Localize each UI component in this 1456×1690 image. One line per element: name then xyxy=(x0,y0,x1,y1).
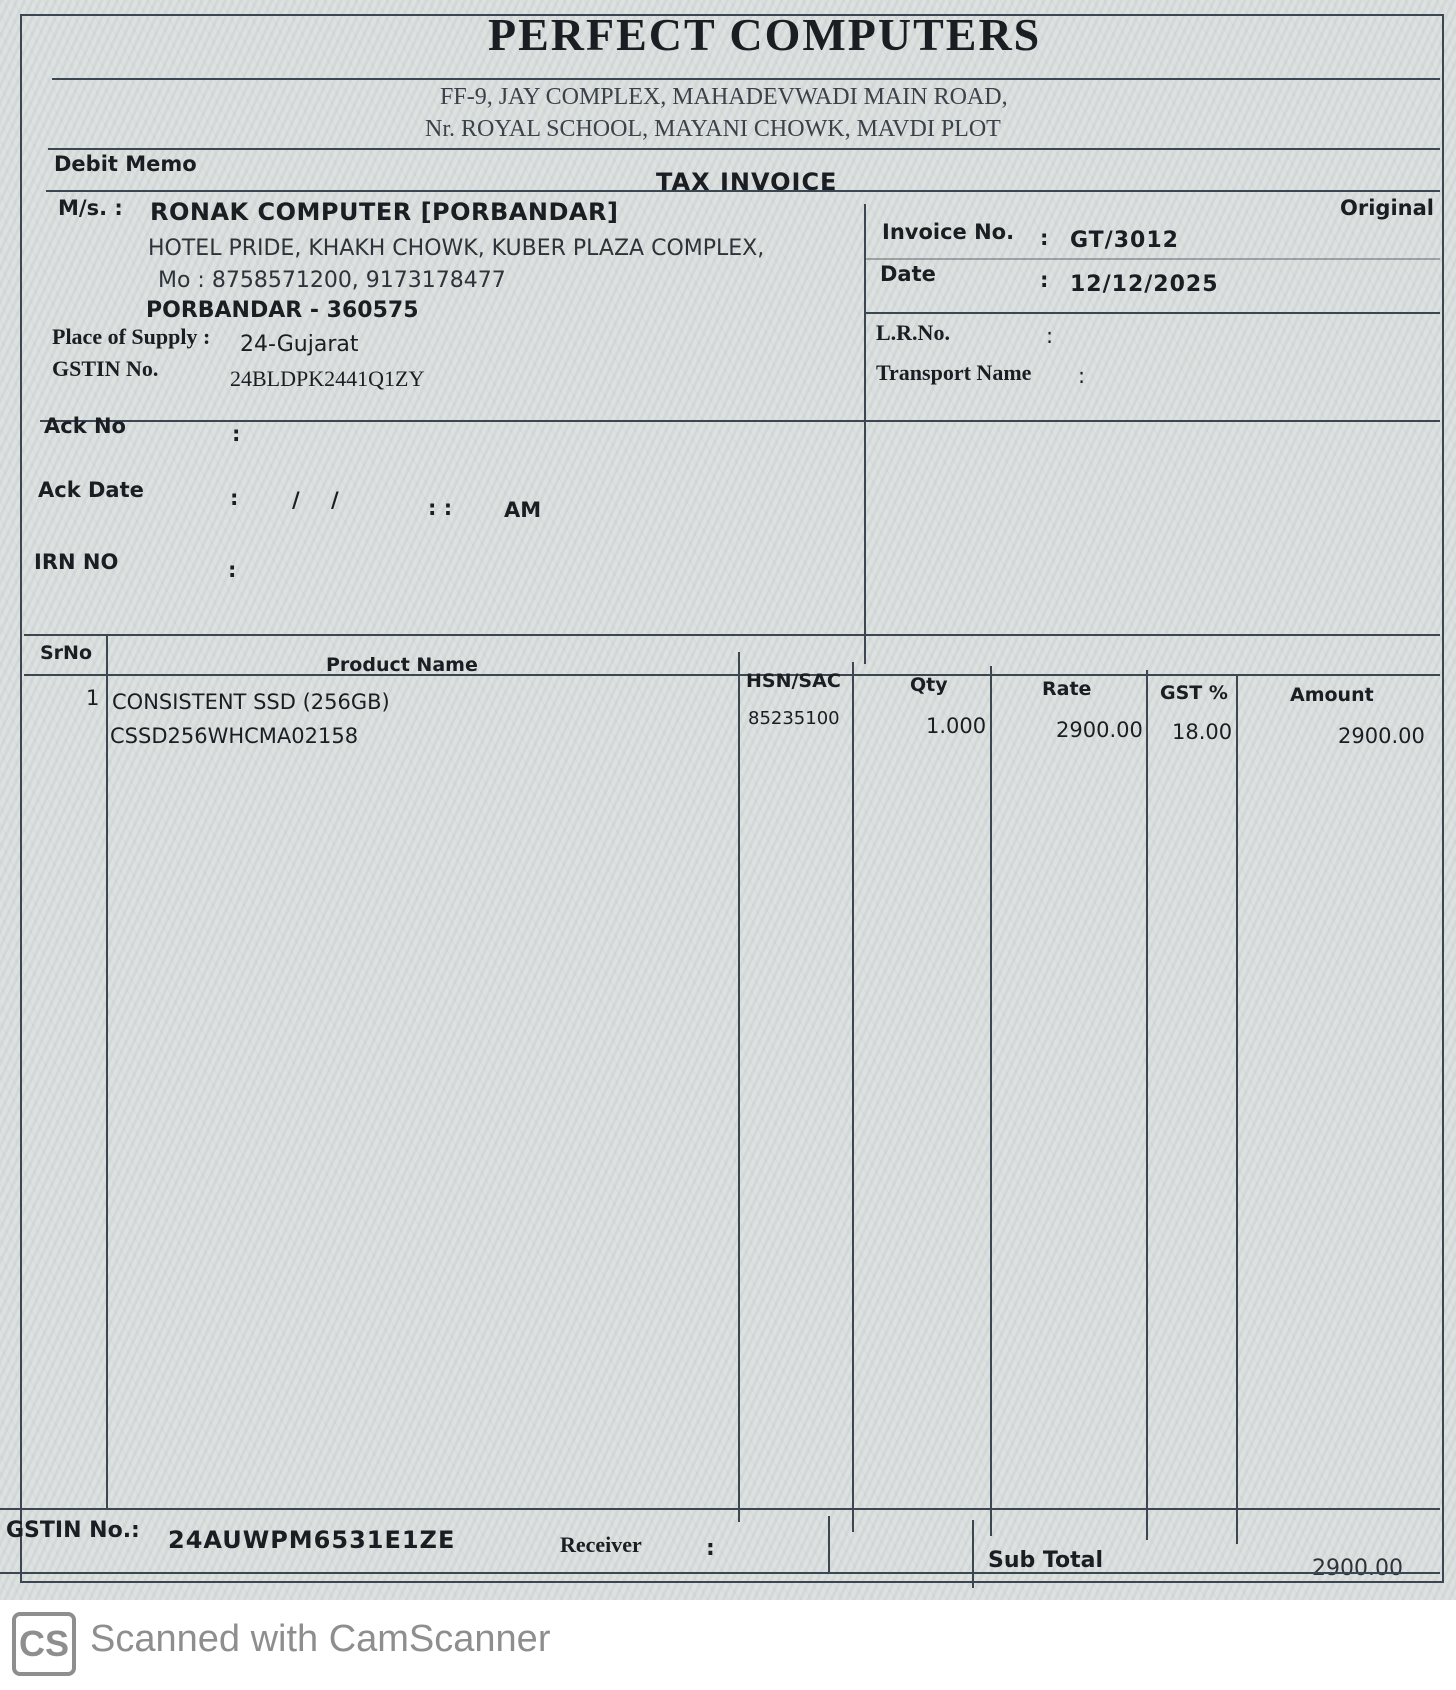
divider xyxy=(40,420,1440,422)
document-title: TAX INVOICE xyxy=(656,168,838,196)
divider xyxy=(52,78,1440,80)
memo-type: Debit Memo xyxy=(54,152,197,176)
seller-gstin-label: GSTIN No.: xyxy=(6,1518,140,1543)
transport-name-value: : xyxy=(1078,364,1086,388)
camscanner-logo: CS xyxy=(12,1612,76,1676)
transport-name-label: Transport Name xyxy=(876,360,1032,385)
col-header-srno: SrNo xyxy=(40,642,93,664)
col-header-amount: Amount xyxy=(1290,684,1374,706)
copy-label: Original xyxy=(1340,196,1434,220)
divider xyxy=(46,190,1440,192)
lr-no-value: : xyxy=(1046,324,1054,348)
divider xyxy=(972,1520,974,1588)
col-header-hsn: HSN/SAC xyxy=(746,670,841,692)
camscanner-watermark-text: Scanned with CamScanner xyxy=(90,1618,551,1660)
company-address-line2: Nr. ROYAL SCHOOL, MAYANI CHOWK, MAVDI PLOT xyxy=(425,116,1001,142)
buyer-gstin-value: 24BLDPK2441Q1ZY xyxy=(230,366,425,391)
col-header-gst: GST % xyxy=(1160,682,1228,704)
ack-ampm: AM xyxy=(504,498,542,522)
ms-label: M/s. : xyxy=(58,196,123,220)
subtotal-label: Sub Total xyxy=(988,1548,1104,1573)
company-address-line1: FF-9, JAY COMPLEX, MAHADEVWADI MAIN ROAD, xyxy=(440,84,1008,110)
divider xyxy=(48,148,1440,150)
irn-no-sep: : xyxy=(228,558,237,582)
divider xyxy=(866,312,1440,314)
invoice-number: GT/3012 xyxy=(1070,228,1179,253)
divider xyxy=(864,204,866,664)
divider xyxy=(106,634,108,1508)
divider xyxy=(24,674,1440,676)
ack-date-label: Ack Date xyxy=(38,478,144,502)
divider xyxy=(1236,674,1238,1544)
col-header-rate: Rate xyxy=(1042,678,1092,700)
divider xyxy=(1146,670,1148,1540)
divider xyxy=(852,662,854,1532)
buyer-mobile: Mo : 8758571200, 9173178477 xyxy=(158,268,506,293)
receiver-label: Receiver xyxy=(560,1532,642,1557)
irn-no-label: IRN NO xyxy=(34,550,119,574)
divider xyxy=(24,634,1440,636)
col-header-qty: Qty xyxy=(910,674,948,696)
invoice-no-sep: : xyxy=(1040,226,1049,250)
row-hsn: 85235100 xyxy=(748,708,840,729)
divider xyxy=(990,666,992,1536)
col-header-product: Product Name xyxy=(326,654,478,676)
divider xyxy=(0,1572,1440,1574)
ack-time-value: : : xyxy=(428,496,453,520)
ack-date-value: / / xyxy=(292,488,351,512)
buyer-address: HOTEL PRIDE, KHAKH CHOWK, KUBER PLAZA COMPLEX, xyxy=(148,236,765,261)
place-of-supply-label: Place of Supply : xyxy=(52,324,211,349)
ack-no-label: Ack No xyxy=(44,414,126,438)
seller-gstin-value: 24AUWPM6531E1ZE xyxy=(168,1526,456,1554)
company-name: PERFECT COMPUTERS xyxy=(488,9,1042,60)
ack-date-sep: : xyxy=(230,486,239,510)
row-qty: 1.000 xyxy=(926,714,987,738)
subtotal-value: 2900.00 xyxy=(1312,1556,1403,1581)
divider xyxy=(828,1516,830,1572)
row-amount: 2900.00 xyxy=(1338,724,1425,748)
place-of-supply-value: 24-Gujarat xyxy=(240,332,359,357)
invoice-date-label: Date xyxy=(880,262,936,286)
divider xyxy=(738,652,740,1522)
row-product-name: CONSISTENT SSD (256GB) xyxy=(112,690,390,714)
ack-no-sep: : xyxy=(232,422,241,446)
row-gst: 18.00 xyxy=(1172,720,1233,744)
invoice-no-label: Invoice No. xyxy=(882,220,1015,244)
buyer-name: RONAK COMPUTER [PORBANDAR] xyxy=(150,198,619,226)
buyer-city: PORBANDAR - 360575 xyxy=(146,298,419,323)
row-srno: 1 xyxy=(86,686,100,710)
lr-no-label: L.R.No. xyxy=(876,320,950,345)
divider xyxy=(0,1508,1440,1510)
buyer-gstin-label: GSTIN No. xyxy=(52,356,159,381)
receiver-sep: : xyxy=(706,1536,715,1561)
row-rate: 2900.00 xyxy=(1056,718,1143,742)
invoice-date-sep: : xyxy=(1040,268,1049,292)
invoice-date: 12/12/2025 xyxy=(1070,272,1219,297)
row-product-code: CSSD256WHCMA02158 xyxy=(110,724,359,748)
divider xyxy=(866,258,1440,260)
